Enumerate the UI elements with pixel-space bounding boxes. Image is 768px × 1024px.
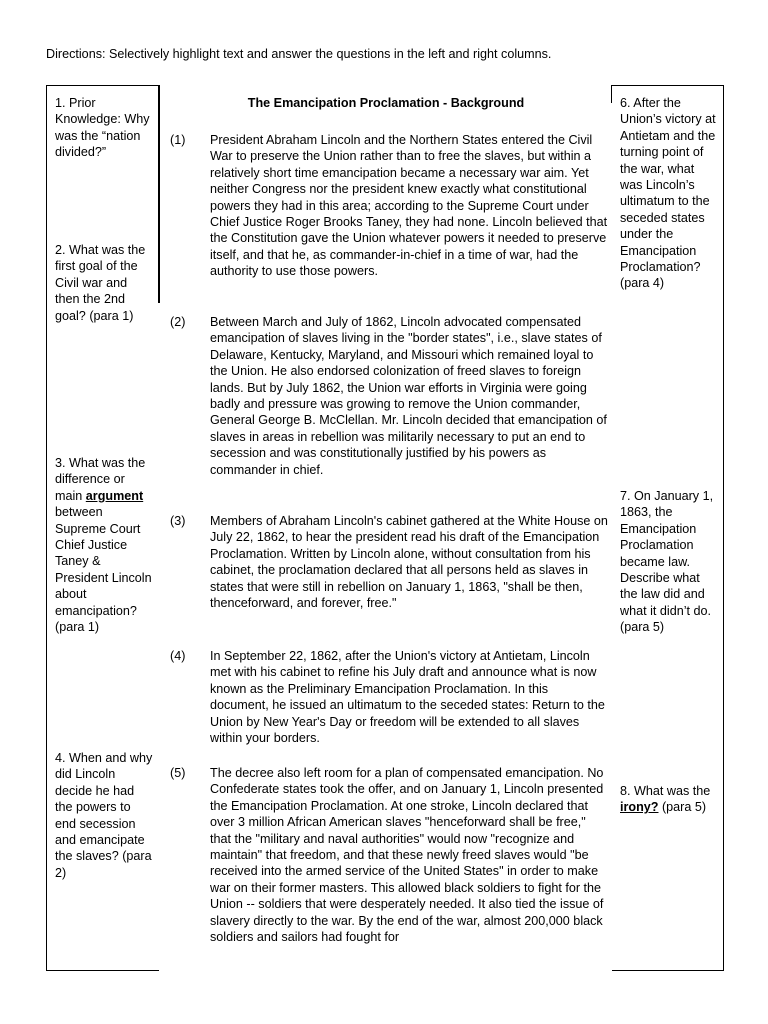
paragraph-4 [170, 648, 610, 746]
table-right-border [723, 85, 724, 971]
paragraph-number: (1) [170, 133, 186, 147]
table-bottom-border [46, 970, 159, 971]
right-question-7: 7. On January 1, 1863, the Emancipation Proclamation became law. Describe what the law did and what it didn’t do. (para 5) [620, 489, 714, 635]
paragraph-text: Between March and July of 1862, Lincoln advocated compensated emancipation of slaves living in the "border states", i.e., slave states of Delaware, Kentucky, Maryland, and Missouri which remained loyal to the Union. He also endorsed colonization of freed slaves to foreign lands. But by July 1862, the Union war efforts in Virginia were going badly and pressure was growing to remove the Union commander, General George B. McClellan. Mr. Lincoln decided that emancipation of slaves in areas in rebellion was militarily necessary to put an end to secession and was constitutionally justified by his powers as commander in chief. [210, 315, 607, 477]
left-question-3-text: 3. What was the difference or main [55, 456, 146, 503]
paragraph-text: President Abraham Lincoln and the Northern States entered the Civil War to preserve the Union rather than to free the slaves, but within a relatively short time emancipation became a necessary war aim. Yet neither Congress nor the president knew exactly what constitutional powers they had in this area; according to the Supreme Court under Chief Justice Roger Brooks Taney, they had none. Lincoln believed that the Constitution gave the Union whatever powers it needed to preserve itself, and that he, as commander-in-chief in a time of war, had the authority to use those powers. [210, 133, 608, 279]
table-top-border-right [612, 85, 724, 86]
right-question-8-text-end: (para 5) [661, 800, 707, 815]
paragraph-text: Members of Abraham Lincoln's cabinet gathered at the White House on July 22, 1862, to hear the president read his draft of the Emancipation Proclamation. Written by Lincoln alone, without consultation from his cabinet, the proclamation declared that all persons held as slaves in states that were still in rebellion on January 1, 1863, "shall be then, thenceforward, and forever, free." [210, 514, 608, 611]
left-question-4: 4. When and why did Lincoln decide he had the powers to end secession and emancipate the slaves? (para 2) [55, 751, 153, 880]
document-title: The Emancipation Proclamation - Background [247, 96, 525, 110]
right-question-8 [620, 783, 720, 816]
table-top-border [46, 85, 160, 86]
left-question-3-text-end: between Supreme Court Chief Justice Taney & President Lincoln about emancipation? (para 1) [55, 505, 152, 635]
table-bottom-border-right [612, 970, 724, 971]
paragraph-3 [170, 513, 610, 611]
paragraph-number: (5) [170, 766, 186, 780]
paragraph-2 [170, 314, 610, 478]
paragraph-1 [170, 132, 610, 280]
left-question-3-emphasis: argument [85, 488, 144, 503]
paragraph-number: (2) [170, 315, 186, 329]
paragraph-number: (4) [170, 649, 186, 663]
directions: Directions: Selectively highlight text and answer the questions in the left and right columns. [46, 47, 552, 61]
right-question-8-emphasis: irony? [620, 800, 659, 815]
left-question-3 [55, 455, 155, 635]
left-question-1: 1. Prior Knowledge: Why was the “nation divided?” [55, 96, 150, 160]
paragraph-text: The decree also left room for a plan of compensated emancipation. No Confederate states took the offer, and on January 1, Lincoln presented the Emancipation Proclamation. At one stroke, Lincoln declared that over 3 million African American slaves "henceforward shall be free," that the "military and naval authorities" would now "recognize and maintain" that freedom, and that these newly freed slaves would "be received into the armed service of the United States" in order to make war on their former masters. This allowed black soldiers to fight for the Union -- soldiers that were desperately needed. It also tied the issue of slavery directly to the war. By the end of the war, almost 200,000 black soldiers and sailors had fought for [210, 766, 604, 945]
paragraph-number: (3) [170, 514, 186, 528]
right-question-6: 6. After the Union’s victory at Antietam and the turning point of the war, what was Lincoln’s ultimatum to the seceded states under the Emancipation Proclamation? (para 4) [620, 96, 716, 291]
left-column-divider [158, 85, 160, 303]
right-question-8-text: 8. What was the [620, 784, 711, 798]
left-question-2: 2. What was the first goal of the Civil war and then the 2nd goal? (para 1) [55, 243, 146, 323]
paragraph-text: In September 22, 1862, after the Union's victory at Antietam, Lincoln met with his cabinet to refine his July draft and announce what is now known as the Preliminary Emancipation Proclamation. In this document, he issued an ultimatum to the seceded states: Return to the Union by New Year's Day or freedom will be extended to all slaves within your borders. [210, 649, 605, 746]
table-left-border [46, 85, 47, 971]
paragraph-5 [170, 765, 610, 945]
